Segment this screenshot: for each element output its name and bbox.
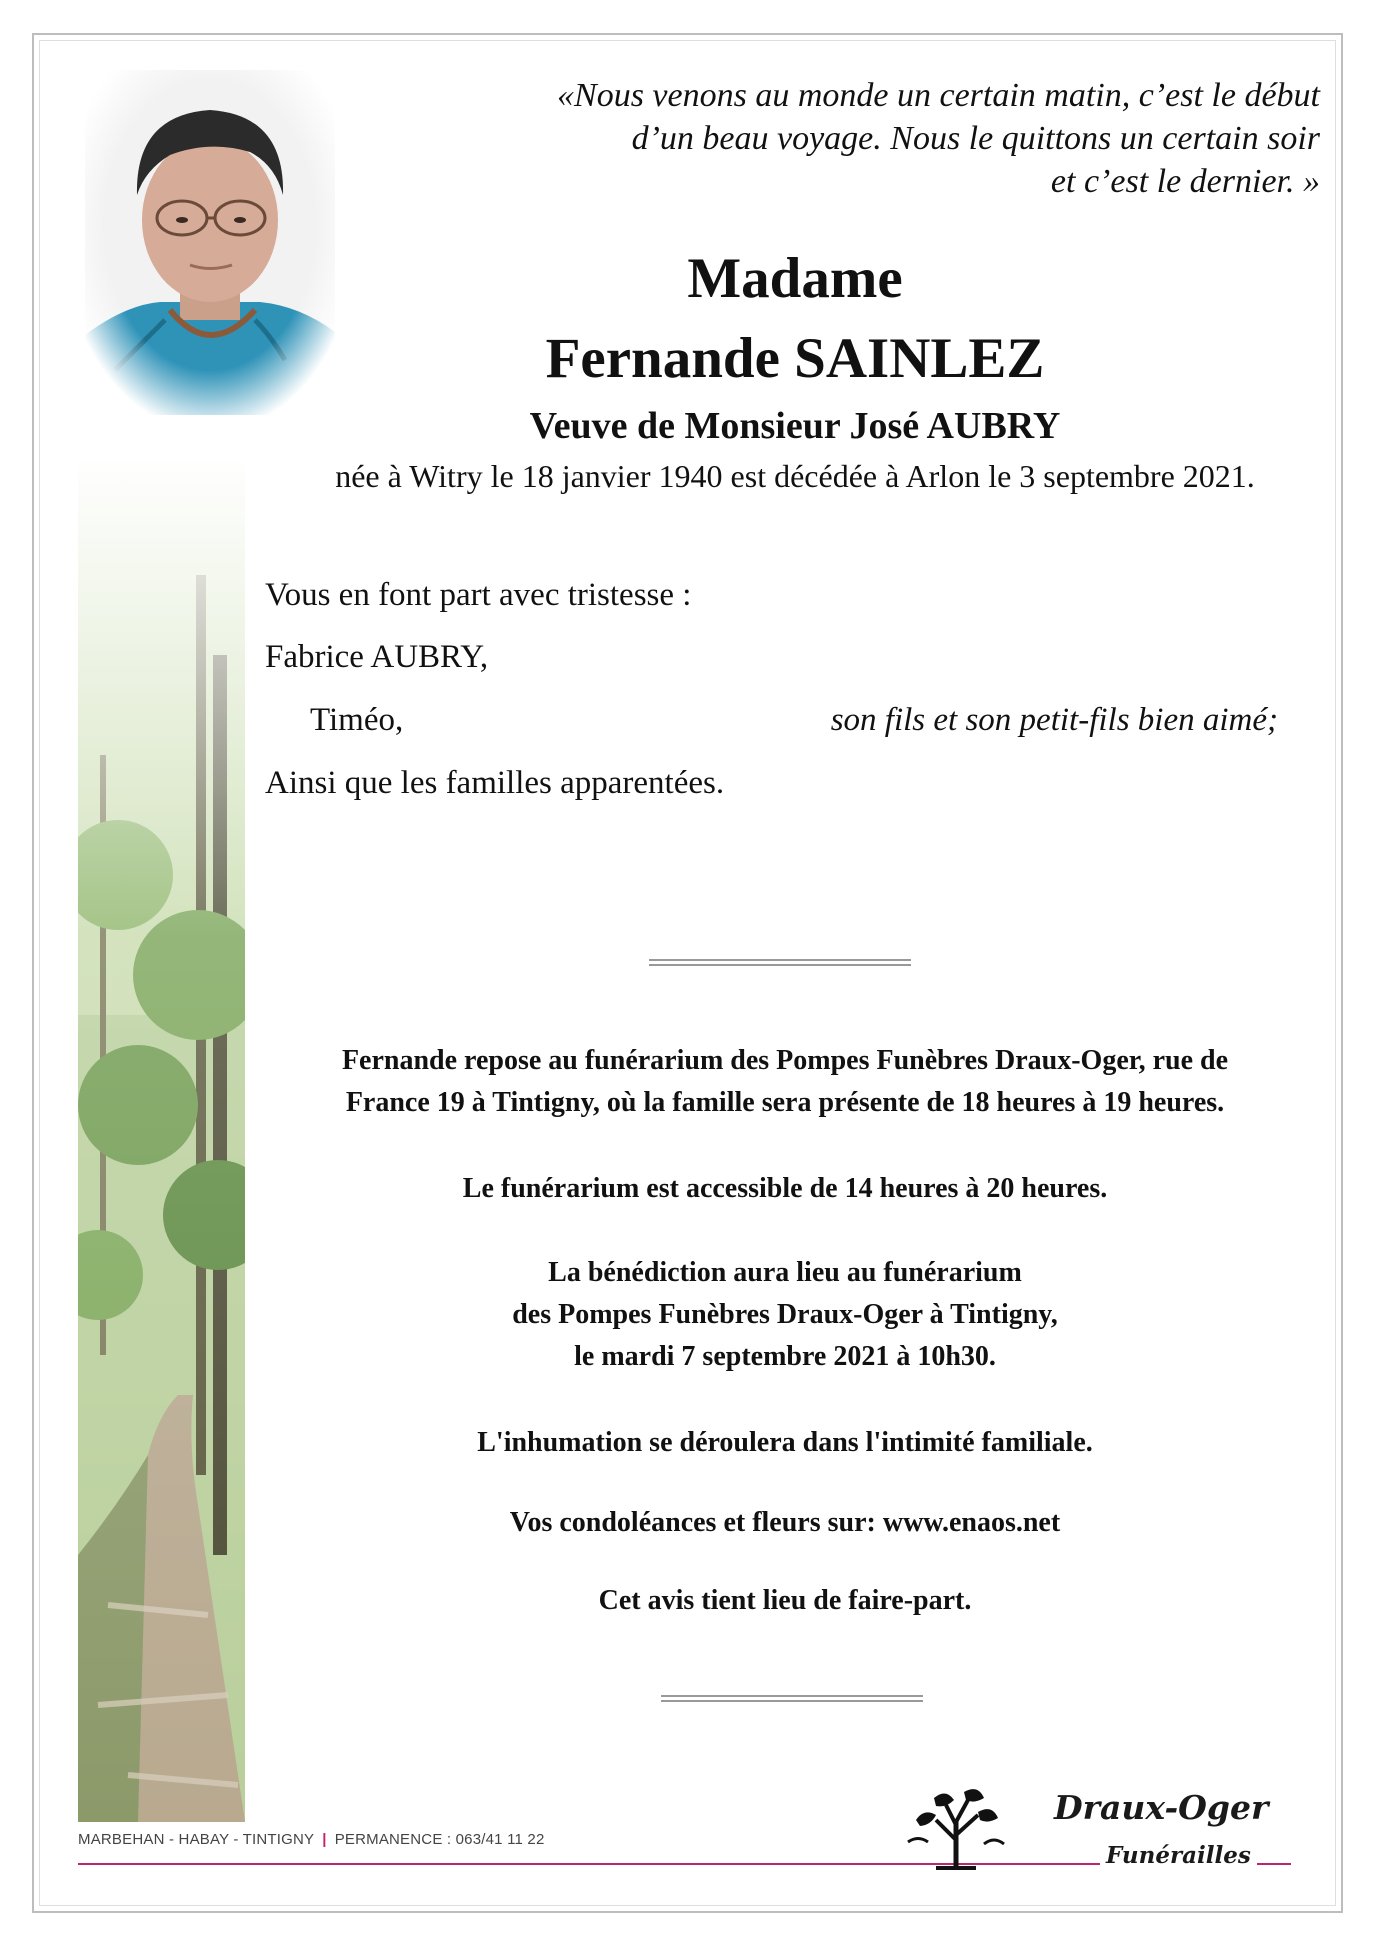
repose-line-2: France 19 à Tintigny, où la famille sera présente de 18 heures à 19 heures. [345,1087,1225,1118]
repose-info [255,1040,1315,1124]
family-member-1: Fabrice AUBRY, [265,639,489,675]
footer-separator: | [322,1831,327,1848]
benediction-line-1: La bénédiction aura lieu au funérarium [548,1257,1022,1288]
repose-line-1: Fernande repose au funérarium des Pompes Funèbres Draux-Oger, rue de [341,1045,1229,1076]
notice-info: Cet avis tient lieu de faire-part. [598,1585,972,1616]
honorific: Madame [687,247,903,310]
benediction-line-2: des Pompes Funèbres Draux-Oger à Tintigny, [512,1299,1058,1330]
tree-logo-icon [906,1780,1006,1870]
footer-contact [78,1831,545,1848]
memorial-quote [420,74,1320,203]
divider-bottom [661,1695,923,1702]
widow-of: Veuve de Monsieur José AUBRY [529,405,1061,447]
family-member-2: Timéo, [310,702,404,738]
access-info: Le funérarium est accessible de 14 heures à 20 heures. [462,1173,1108,1204]
quote-line-1: «Nous venons au monde un certain matin, c’est le début [557,77,1320,114]
benediction-info [255,1252,1315,1378]
quote-line-3: et c’est le dernier. » [1050,163,1320,200]
family-intro: Vous en font part avec tristesse : [265,577,692,613]
forest-path-image [78,455,245,1822]
logo-subtitle: Funérailles [1100,1842,1257,1869]
condolences-info: Vos condoléances et fleurs sur: www.enaos.net [509,1507,1061,1538]
family-relation: son fils et son petit-fils bien aimé; [830,702,1278,738]
birth-death-line: née à Witry le 18 janvier 1940 est décédée à Arlon le 3 septembre 2021. [335,458,1255,494]
logo-name: Draux-Oger [1054,1788,1269,1827]
inhumation-info: L'inhumation se déroulera dans l'intimité familiale. [477,1427,1093,1458]
footer-permanence: PERMANENCE : 063/41 11 22 [334,1831,545,1848]
footer-locations: MARBEHAN - HABAY - TINTIGNY [78,1831,315,1848]
benediction-line-3: le mardi 7 septembre 2021 à 10h30. [574,1341,996,1372]
family-closing: Ainsi que les familles apparentées. [265,765,725,801]
portrait-photo [85,70,335,415]
divider-top [649,959,911,966]
quote-line-2: d’un beau voyage. Nous le quittons un certain soir [631,120,1320,157]
deceased-name: Fernande SAINLEZ [545,327,1045,390]
